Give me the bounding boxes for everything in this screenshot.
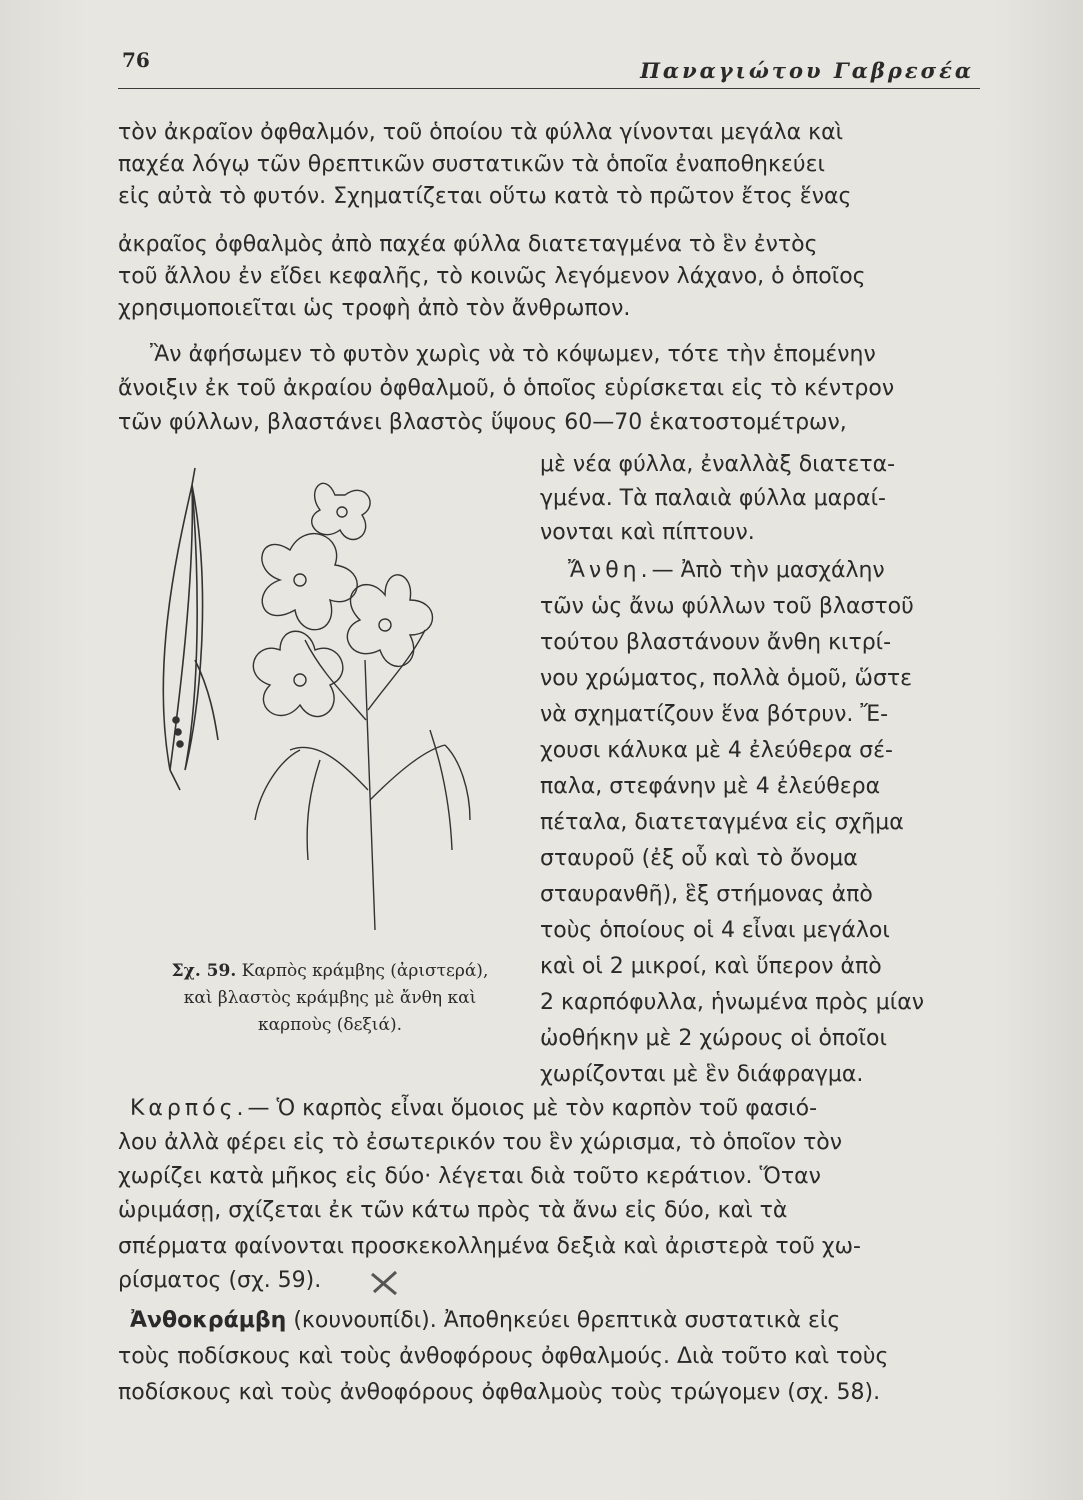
text-line: 2 καρπόφυλλα, ἡνωμένα πρὸς μίαν xyxy=(540,990,925,1015)
text-line: σταυρανθῆ), ἓξ στήμονας ἀπὸ xyxy=(540,882,873,907)
text-line: εἰς αὐτὰ τὸ φυτόν. Σχηματίζεται οὕτω κατὰ τὸ πρῶτον ἔτος ἕνας xyxy=(118,184,852,209)
text-line: ὡριμάσῃ, σχίζεται ἐκ τῶν κάτω πρὸς τὰ ἄνω εἰς δύο, καὶ τὰ xyxy=(118,1198,788,1223)
text-line: τοῦ ἄλλου ἐν εἴδει κεφαλῆς, τὸ κοινῶς λεγόμενον λάχανο, ὁ ὁποῖος xyxy=(118,264,866,289)
text-line: Ἂν ἀφήσωμεν τὸ φυτὸν χωρὶς νὰ τὸ κόψωμεν, τότε τὴν ἑπομένην xyxy=(150,342,876,367)
text-line: τὸν ἀκραῖον ὀφθαλμόν, τοῦ ὁποίου τὰ φύλλα γίνονται μεγάλα καὶ xyxy=(118,120,844,145)
text-line: τῶν ὡς ἄνω φύλλων τοῦ βλαστοῦ xyxy=(540,594,914,619)
section-heading: Ἀνθοκράμβη xyxy=(130,1308,287,1333)
caption-label: Σχ. 59. xyxy=(171,961,237,981)
text-line: σπέρματα φαίνονται προσκεκολλημένα δεξιὰ καὶ ἀριστερὰ τοῦ χω- xyxy=(118,1234,861,1259)
section-heading: Ἄνθη. xyxy=(568,558,652,583)
figure-cabbage-illustration xyxy=(140,460,520,950)
text-line: ποδίσκους καὶ τοὺς ἀνθοφόρους ὀφθαλμοὺς τοὺς τρώγομεν (σχ. 58). xyxy=(118,1380,881,1405)
text-line: σταυροῦ (ἐξ οὗ καὶ τὸ ὄνομα xyxy=(540,846,858,871)
text-line: χουσι κάλυκα μὲ 4 ἐλεύθερα σέ- xyxy=(540,738,893,763)
text-line: παλα, στεφάνην μὲ 4 ἐλεύθερα xyxy=(540,774,881,799)
text-line: νονται καὶ πίπτουν. xyxy=(540,520,755,545)
text-line: ρίσματος (σχ. 59). xyxy=(118,1268,322,1293)
text-line: γμένα. Τὰ παλαιὰ φύλλα μαραί- xyxy=(540,486,886,511)
caption-text: καρποὺς (δεξιά). xyxy=(258,1015,402,1035)
section-heading: Καρπός. xyxy=(130,1096,248,1121)
text-line: τῶν φύλλων, βλαστάνει βλαστὸς ὕψους 60—70 ἑκατοστομέτρων, xyxy=(118,410,847,435)
running-head: Παναγιώτου Γαβρεσέα xyxy=(640,58,974,83)
page-header xyxy=(118,44,980,89)
section-karpos-first-line: Καρπός.— Ὁ καρπὸς εἶναι ὅμοιος μὲ τὸν καρπὸν τοῦ φασιό- xyxy=(130,1096,818,1121)
text-line: τοὺς ὁποίους οἱ 4 εἶναι μεγάλοι xyxy=(540,918,890,943)
text-line: χωρίζονται μὲ ἓν διάφραγμα. xyxy=(540,1062,864,1087)
text-line: ἀκραῖος ὀφθαλμὸς ἀπὸ παχέα φύλλα διατεταγμένα τὸ ἓν ἐντὸς xyxy=(118,232,818,257)
cabbage-stem-drawing xyxy=(253,483,470,930)
section-anthi-first-line: Ἄνθη.— Ἀπὸ τὴν μασχάλην xyxy=(568,558,885,583)
text-line: λου ἀλλὰ φέρει εἰς τὸ ἐσωτερικόν του ἓν χώρισμα, τὸ ὁποῖον τὸν xyxy=(118,1130,843,1155)
text-line: μὲ νέα φύλλα, ἐναλλὰξ διατετα- xyxy=(540,452,896,477)
page-number: 76 xyxy=(122,48,150,72)
text-line: νὰ σχηματίζουν ἕνα βότρυν. Ἔ- xyxy=(540,702,889,727)
pen-check-mark xyxy=(368,1268,402,1298)
text-line: νου χρώματος, πολλὰ ὁμοῦ, ὥστε xyxy=(540,666,913,691)
caption-text: Καρπὸς κράμβης (ἀριστερά), xyxy=(241,961,489,981)
text-line: καὶ οἱ 2 μικροί, καὶ ὕπερον ἀπὸ xyxy=(540,954,882,979)
text-line: ὠοθήκην μὲ 2 χώρους οἱ ὁποῖοι xyxy=(540,1026,887,1051)
caption-text: καὶ βλαστὸς κράμβης μὲ ἄνθη καὶ xyxy=(183,988,477,1008)
text-line: ἄνοιξιν ἐκ τοῦ ἀκραίου ὀφθαλμοῦ, ὁ ὁποῖος εὑρίσκεται εἰς τὸ κέντρον xyxy=(118,376,895,401)
text-line: χωρίζει κατὰ μῆκος εἰς δύο· λέγεται διὰ τοῦτο κεράτιον. Ὅταν xyxy=(118,1164,821,1189)
text-line: χρησιμοποιεῖται ὡς τροφὴ ἀπὸ τὸν ἄνθρωπον. xyxy=(118,296,631,321)
text-line: τοὺς ποδίσκους καὶ τοὺς ἀνθοφόρους ὀφθαλμούς. Διὰ τοῦτο καὶ τοὺς xyxy=(118,1344,889,1369)
text-line: παχέα λόγῳ τῶν θρεπτικῶν συστατικῶν τὰ ὁποῖα ἐναποθηκεύει xyxy=(118,152,825,177)
section-anthokramvi-first-line: Ἀνθοκράμβη (κουνουπίδι). Ἀποθηκεύει θρεπτικὰ συστατικὰ εἰς xyxy=(130,1308,841,1333)
text-line: τούτου βλαστάνουν ἄνθη κιτρί- xyxy=(540,630,892,655)
figure-caption xyxy=(130,958,530,1039)
cabbage-pod-drawing xyxy=(163,468,218,790)
text-line: πέταλα, διατεταγμένα εἰς σχῆμα xyxy=(540,810,904,835)
